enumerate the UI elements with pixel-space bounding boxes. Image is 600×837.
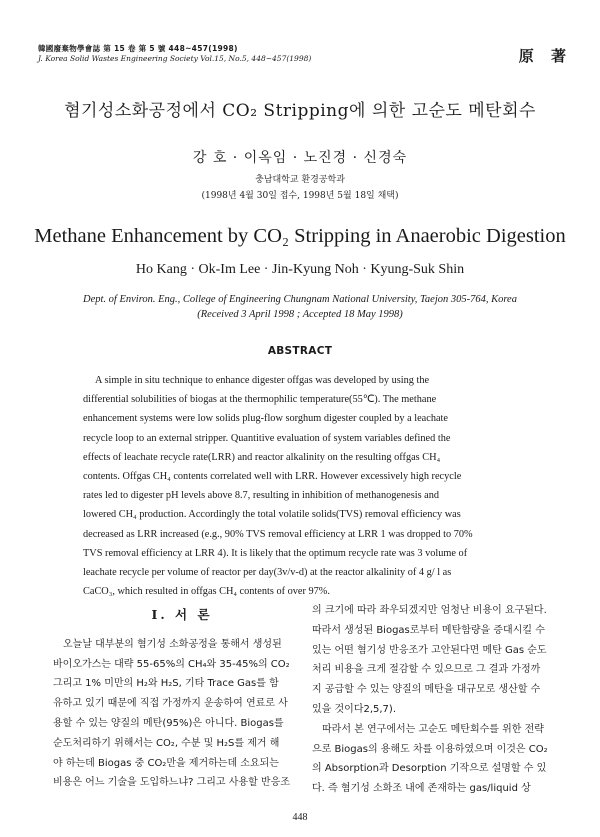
body-line: 그리고 1% 미만의 H₂와 H₂S, 기타 Trace Gas를 함: [53, 678, 279, 690]
abstract-line: decreased as LRR increased (e.g., 90% TVS removal efficiency at LRR 1 was dropped to 70%: [83, 528, 473, 540]
journal-header: [38, 44, 311, 64]
abstract-line: A simple in situ technique to enhance digester offgas was developed by using the: [95, 375, 430, 386]
english-authors: Ho Kang · Ok-Im Lee · Jin-Kyung Noh · Kyung-Suk Shin: [135, 262, 465, 277]
body-line: 으로 Biogas의 용해도 차를 이용하였으며 이것은 CO₂: [312, 743, 548, 755]
intro-heading: Ⅰ. 서 론: [151, 607, 213, 622]
journal-name-english: J. Korea Solid Wastes Engineering Society Vol.15, No.5, 448~457(1998): [38, 54, 312, 63]
body-line: 비용은 어느 기술을 도입하느냐? 그리고 사용할 반응조: [53, 777, 290, 789]
body-line: 있을 것이다2,5,7).: [312, 703, 397, 715]
body-line: 오늘날 대부분의 혐기성 소화공정을 통해서 생성된: [63, 638, 282, 650]
korean-affiliation: 충남대학교 환경공학과: [255, 175, 345, 185]
abstract-heading: ABSTRACT: [267, 345, 333, 357]
body-line: 따라서 본 연구에서는 고순도 메탄회수를 위한 전략: [322, 723, 544, 735]
korean-title: 혐기성소화공정에서 CO₂ Stripping에 의한 고순도 메탄회수: [64, 101, 536, 121]
page-number: 448: [292, 812, 308, 823]
body-line: 지 공급할 수 있는 양질의 메탄을 대규모로 생산할 수: [312, 684, 541, 696]
abstract-line: TVS removal efficiency at LRR 4). It is likely that the optimum recycle rate was 3 volume of: [83, 547, 468, 559]
korean-dates: (1998년 4월 30일 접수, 1998년 5월 18일 채택): [201, 191, 399, 201]
journal-name-korean: 韓國廢棄物學會誌 第 15 卷 第 5 號 448~457(1998): [38, 44, 238, 53]
body-line: 야 하는데 Biogas 중 CO₂만을 제거하는데 소요되는: [53, 757, 279, 769]
body-line: 다. 즉 혐기성 소화조 내에 존재하는 gas/liquid 상: [312, 783, 531, 795]
abstract-line: enhancement systems were low solids plug-flow sorghum digester coupled by a leachate: [83, 413, 448, 425]
body-line: 용할 수 있는 양질의 메탄(95%)은 아니다. Biogas를: [53, 717, 284, 729]
article-type-badge: 原 著: [518, 47, 572, 65]
abstract-line: contents. Offgas CH₄ contents correlated well with LRR. However excessively high recycle: [83, 471, 462, 483]
body-line: 있는 어떤 혐기성 반응조가 고안된다면 메탄 Gas 순도: [312, 644, 547, 656]
body-line: 의 크기에 따라 좌우되겠지만 엄청난 비용이 요구된다.: [312, 605, 547, 616]
abstract-line: recycle loop to an external stripper. Quantitive evaluation of system variables defined the: [83, 432, 451, 444]
intro-left-column: [53, 605, 311, 793]
body-line: 유하고 있기 때문에 직접 가정까지 운송하여 연료로 사: [53, 698, 288, 710]
abstract-line: CaCO₃, which resulted in offgas CH₄ contents of over 97%.: [83, 586, 330, 598]
body-line: 바이오가스는 대략 55-65%의 CH₄와 35-45%의 CO₂: [53, 658, 290, 670]
body-line: 따라서 생성된 Biogas로부터 메탄함량을 증대시킬 수: [312, 624, 545, 636]
english-affiliation-block: [0, 292, 600, 322]
abstract-line: differential solubilities of biogas at the thermophilic temperature(55℃). The methane: [83, 394, 437, 406]
korean-authors: 강 호 · 이옥임 · 노진경 · 신경숙: [192, 150, 408, 166]
abstract-line: rates led to digester pH levels above 8.7, resulting in inhibition of methanogenesis and: [83, 490, 440, 502]
abstract-line: effects of leachate recycle rate(LRR) and reactor alkalinity on the resulting offgas CH₄: [83, 451, 441, 463]
english-dates: (Received 3 April 1998 ; Accepted 18 May 1998): [197, 309, 403, 320]
body-line: 의 Absorption과 Desorption 기작으로 설명할 수 있: [312, 763, 547, 775]
abstract-body: [83, 371, 543, 601]
abstract-line: lowered CH₄ production. Accordingly the total volatile solids(TVS) removal efficiency was: [83, 509, 461, 521]
body-line: 순도처리하기 위해서는 CO₂, 수분 및 H₂S를 제거 해: [53, 737, 280, 749]
intro-right-column: [312, 601, 574, 799]
body-line: 처리 비용을 크게 절감할 수 있으므로 그 결과 가정까: [312, 664, 541, 676]
english-affiliation: Dept. of Environ. Eng., College of Engineering Chungnam National University, Taejon 305-764, Korea: [83, 294, 517, 305]
abstract-line: leachate recycle per volume of reactor per day(3v/v-d) at the reactor alkalinity of 4 g/ l as: [83, 567, 452, 579]
english-title: Methane Enhancement by CO₂ Stripping in Anaerobic Digestion: [34, 225, 566, 247]
